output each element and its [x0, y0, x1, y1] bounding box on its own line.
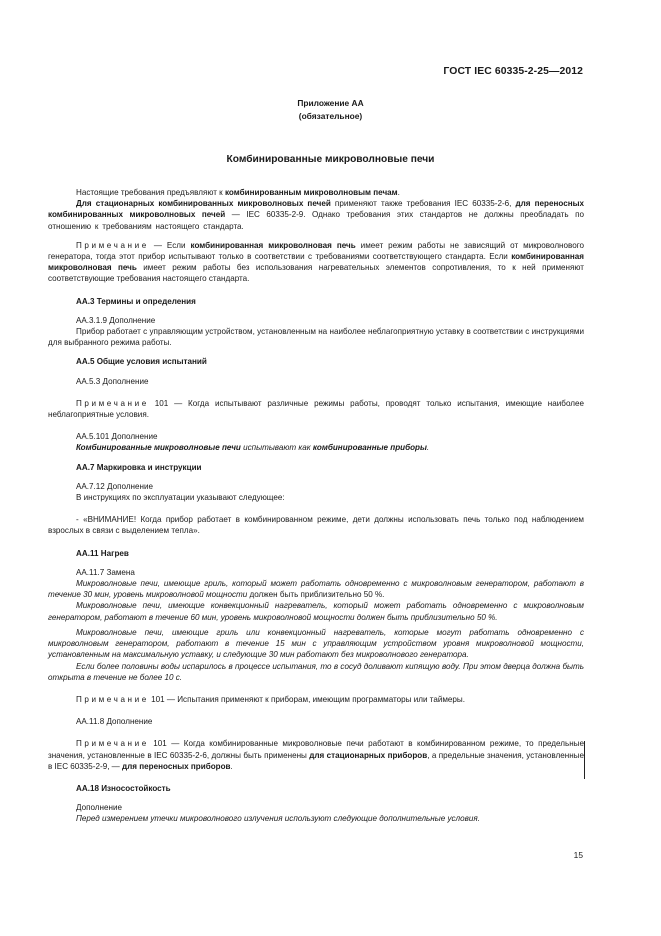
- section-aa11-item-1: Микроволновые печи, имеющие гриль, который может работать одновременно с микроволновым генератором, работают в течение 30 мин, уровень микроволновой мощности должен быть приблизительно 50 %.: [48, 579, 584, 600]
- section-aa18-title: АА.18 Износостойкость: [76, 783, 171, 793]
- annex-title: Приложение АА: [297, 98, 364, 108]
- section-aa18-subclause: Дополнение: [76, 803, 122, 813]
- note-1: Примечание — Если комбинированная микроволновая печь имеет режим работы не зависящий от микроволнового генератора, тогда этот прибор испытывают только в соответствии с требованиями соответствующего стандарта. Если комбинированная микроволновая печь имеет режим работы без использования нагревательных элементов сопротивления, то к ней применяют соответствующие требования настоящего стандарта.: [48, 240, 584, 284]
- section-aa11-item-4: Если более половины воды испарилось в процессе испытания, то в сосуд доливают кипящую воду. При этом дверца должна быть открыта в течение не более 10 с.: [48, 661, 584, 682]
- section-aa7-title: АА.7 Маркировка и инструкции: [76, 462, 202, 472]
- section-aa3-subclause: АА.3.1.9 Дополнение: [76, 315, 156, 325]
- annex-title-block: [0, 97, 661, 122]
- section-aa11-subclause: АА.11.7 Замена: [76, 567, 135, 577]
- intro-paragraph-1: Настоящие требования предъявляют к комбинированным микроволновым печам.: [76, 188, 400, 197]
- section-aa11-note-2: Примечание 101 — Когда комбинированные микроволновые печи работают в комбинированном режиме, то предельные значения, установленные в IEC 60335-2-6, должны быть применены для стационарных приборов, а предельные значения, установленные в IEC 60335-2-9, — для переносных приборов.: [48, 739, 584, 771]
- main-heading: Комбинированные микроволновые печи: [226, 154, 435, 165]
- standard-code: ГОСТ IEC 60335-2-25—2012: [443, 66, 583, 77]
- section-aa7-subclause: АА.7.12 Дополнение: [76, 481, 154, 491]
- intro-paragraph-2: Для стационарных комбинированных микроволновых печей применяют также требования IEC 60335-2-6, для переносных комбинированных микроволновых печей — IEC 60335-2-9. Однако требования этих стандартов не должны преобладать по отношению к требованиям настоящего стандарта.: [48, 199, 585, 231]
- document-body: [48, 187, 585, 825]
- page-number: 15: [573, 850, 583, 860]
- section-aa7-text-1: В инструкциях по эксплуатации указывают следующее:: [76, 493, 285, 503]
- section-aa11-subclause-2: АА.11.8 Дополнение: [76, 717, 153, 727]
- section-aa5-title: АА.5 Общие условия испытаний: [76, 357, 207, 367]
- annex-status: (обязательное): [298, 110, 363, 121]
- section-aa7-warning: - «ВНИМАНИЕ! Когда прибор работает в комбинированном режиме, дети должны использовать печь только под наблюдением взрослых в связи с выделением тепла».: [48, 515, 584, 536]
- section-aa5-subclause-2: АА.5.101 Дополнение: [76, 432, 158, 442]
- section-aa18-text: Перед измерением утечки микроволнового излучения используют следующие дополнительные условия.: [76, 814, 480, 824]
- section-aa11-item-3: Микроволновые печи, имеющие гриль или конвекционный нагреватель, которые могут работать одновременно с микроволновым генератором, работают в течение 15 мин с управляющим устройством уровня микроволновой мощности, установленным на максимальную уставку, и следующие 30 мин работают без микроволнового генератора.: [48, 627, 584, 660]
- section-aa11-item-2: Микроволновые печи, имеющие конвекционный нагреватель, который может работать одновременно с микроволновым генератором, работают в течение 60 мин, уровень микроволновой мощности должен быть приблизительно 50 %.: [48, 601, 584, 622]
- section-aa3-text: Прибор работает с управляющим устройством, установленным на наиболее неблагоприятную уставку в соответствии с инструкциями для выбранного режима работы.: [48, 327, 584, 348]
- section-aa3-title: АА.3 Термины и определения: [76, 296, 196, 306]
- section-aa5-note: Примечание 101 — Когда испытывают различные режимы работы, проводят только испытания, имеющие наиболее неблагоприятные условия.: [48, 398, 584, 420]
- section-aa11-title: АА.11 Нагрев: [76, 548, 129, 558]
- section-aa5-text: Комбинированные микроволновые печи испытывают как комбинированные приборы.: [76, 443, 430, 453]
- section-aa5-subclause: АА.5.3 Дополнение: [76, 376, 149, 386]
- section-aa11-note: Примечание 101 — Испытания применяют к приборам, имеющим программаторы или таймеры.: [76, 694, 465, 704]
- change-bar: [584, 741, 585, 779]
